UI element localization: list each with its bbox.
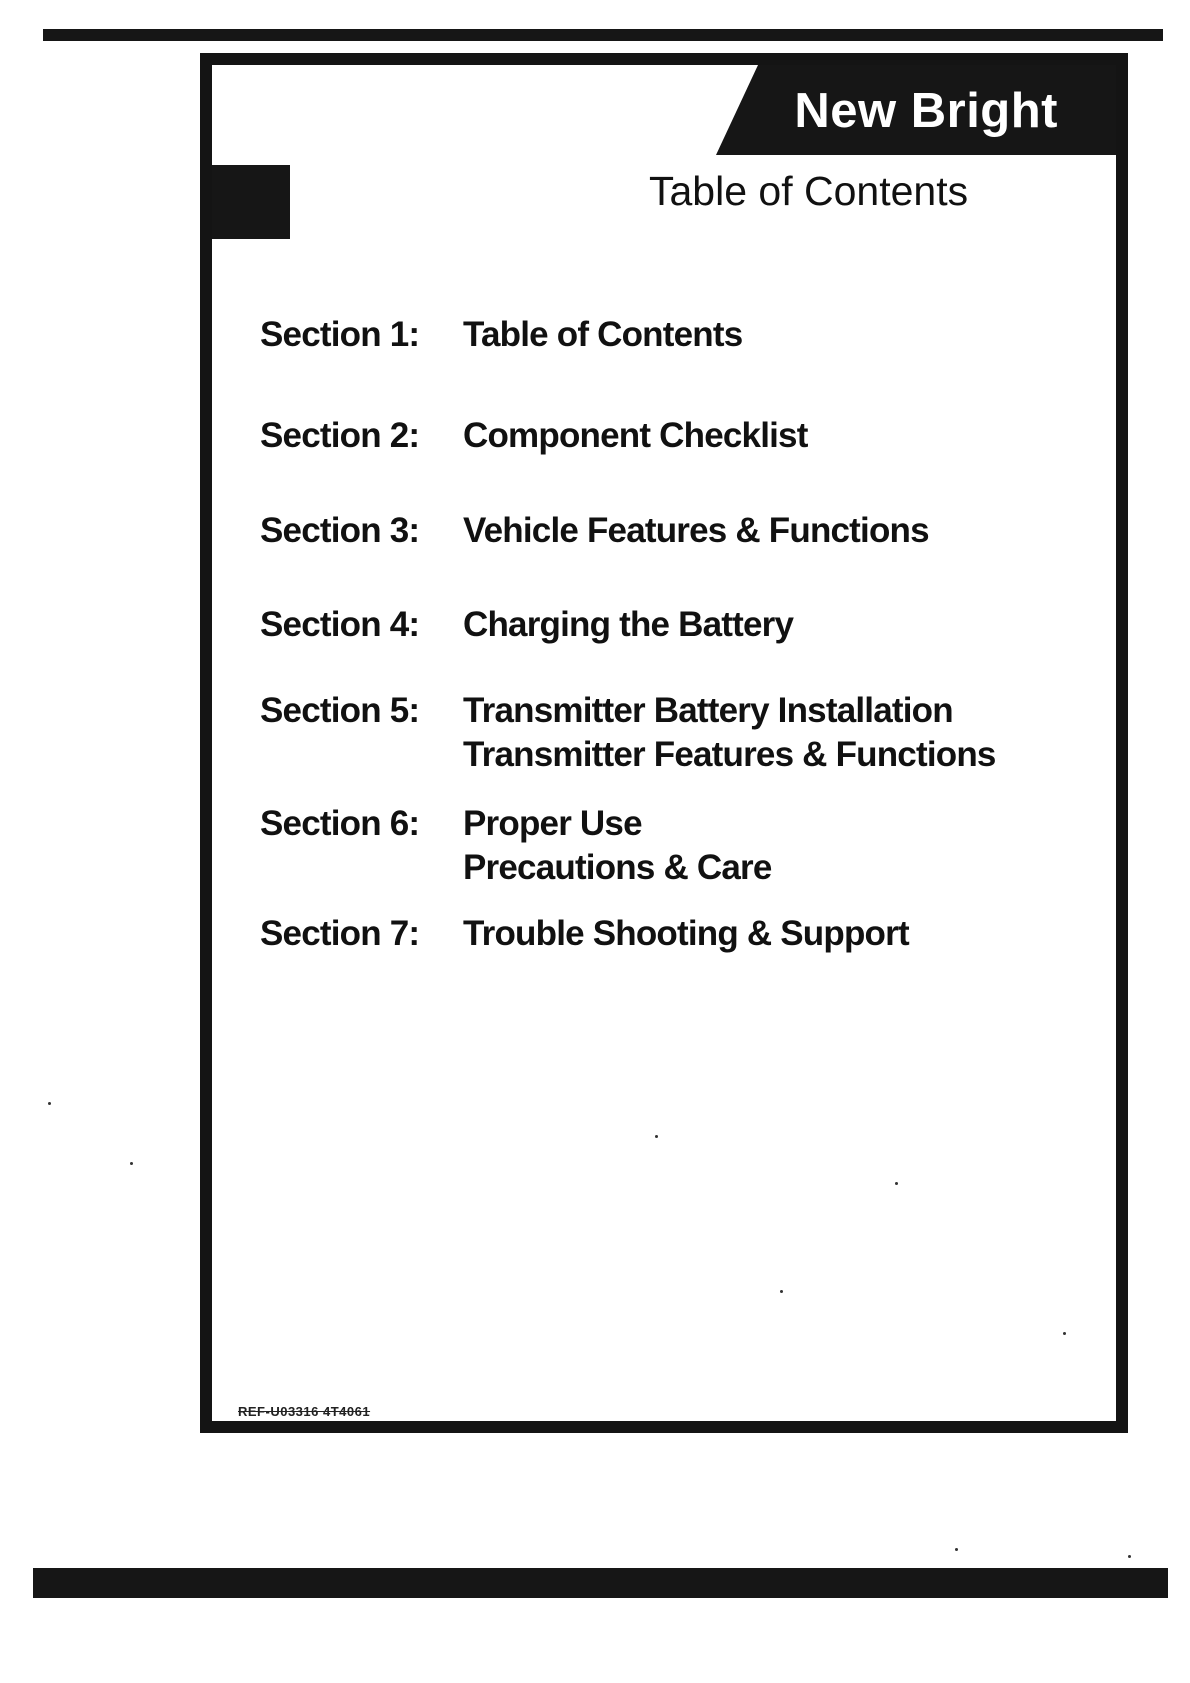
scan-speck [780,1290,783,1293]
scan-speck [655,1135,658,1138]
page-title: Table of Contents [649,168,969,214]
section-label: Section 1: [260,315,420,354]
scan-speck [955,1548,958,1551]
section-title: Trouble Shooting & Support [463,914,909,953]
scan-speck [1128,1555,1131,1558]
scan-speck [130,1162,133,1165]
document-frame [200,53,1128,1433]
section-title: Transmitter Features & Functions [463,735,996,774]
section-label: Section 2: [260,416,420,455]
toc-row-section-6 [260,802,1080,890]
section-label: Section 7: [260,914,420,953]
brand-logo-text: New Bright [794,84,1058,138]
toc-row-section-7 [260,912,1080,956]
section-label: Section 4: [260,605,420,644]
scan-speck [1063,1332,1066,1335]
section-label: Section 6: [260,804,420,843]
table-of-contents [260,313,1080,953]
section-title: Proper Use [463,804,642,843]
toc-row-section-5 [260,689,1080,777]
section-label: Section 3: [260,511,420,550]
section-title: Component Checklist [463,416,808,455]
section-title: Precautions & Care [463,848,772,887]
bottom-scan-bar [33,1568,1168,1598]
toc-row-section-3 [260,509,1080,553]
scan-speck [48,1102,51,1105]
corner-block [212,165,290,239]
reference-code: REF-U03316 4T4061 [238,1404,371,1419]
section-title: Transmitter Battery Installation [463,691,953,730]
section-title: Vehicle Features & Functions [463,511,929,550]
top-scan-bar [43,29,1163,41]
toc-row-section-4 [260,603,1080,647]
toc-row-section-2 [260,414,1080,458]
scan-speck [895,1182,898,1185]
section-label: Section 5: [260,691,420,730]
section-title: Table of Contents [463,315,743,354]
section-title: Charging the Battery [463,605,794,644]
toc-row-section-1 [260,313,1080,357]
